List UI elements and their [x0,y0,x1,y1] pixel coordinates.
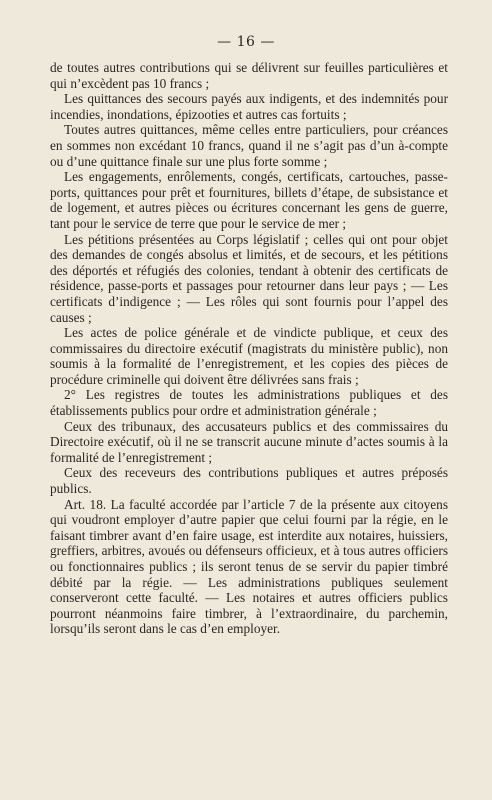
paragraph-receveurs: Ceux des receveurs des contributions publiques et autres préposés publics. [50,465,448,497]
paragraph-article-18: Art. 18. La faculté accordée par l’article 7 de la présente aux citoyens qui voudront employer d’autre papier que celui fourni par la régie, en le faisant timbrer avant d’en faire usage, est interdite aux notaires, huissiers, greffiers, arbitres, avoués ou défenseurs officieux, et à tous autres officiers ou fonctionnaires publics ; ils seront tenus de se servir du papier timbré débité par la régie. — Les administrations publiques seulement conserveront cette faculté. — Les notaires et autres officiers publics pourront néanmoins faire timbrer, à l’extraordinaire, du parchemin, lorsqu’ils seront dans le cas d’en employer. [50,496,448,637]
body-text [50,60,448,637]
paragraph-petitions: Les pétitions présentées au Corps législatif ; celles qui ont pour objet des demandes de congés absolus et limités, et de secours, et les pétitions des déportés et réfugiés des colonies, tendant à obtenir des certificats de résidence, passe-ports et passages pour retourner dans leur pays ; — Les certificats d’indigence ; — Les rôles qui sont fournis pour l’appel des causes ; [50,231,448,325]
paragraph-quittances-particuliers: Toutes autres quittances, même celles entre particuliers, pour créances en sommes non excédant 10 francs, quand il ne s’agit pas d’un à-compte ou d’une quittance finale sur une plus forte somme ; [50,122,448,169]
paragraph-tribunaux: Ceux des tribunaux, des accusateurs publics et des commissaires du Directoire exécutif, où il ne se transcrit aucune minute d’actes soumis à la formalité de l’enregistrement ; [50,418,448,465]
paragraph-registres: 2° Les registres de toutes les administrations publiques et des établissements publics pour ordre et administration générale ; [50,387,448,419]
page-number: — 16 — [217,34,275,50]
paragraph-actes-de-police: Les actes de police générale et de vindicte publique, et ceux des commissaires du directoire exécutif (magistrats du ministère public), non soumis à la formalité de l’enregistrement, et les copies des pièces de procédure criminelle qui doivent être délivrées sans frais ; [50,325,448,387]
paragraph-secours-quittances: Les quittances des secours payés aux indigents, et des indemnités pour incendies, inondations, épizooties et autres cas fortuits ; [50,91,448,122]
paragraph-continuation: de toutes autres contributions qui se délivrent sur feuilles particulières et qui n’excèdent pas 10 francs ; [50,60,448,91]
paragraph-gens-de-guerre: Les engagements, enrôlements, congés, certificats, cartouches, passe-ports, quittances pour prêt et fournitures, billets d’étape, de subsistance et de logement, et autres pièces ou écritures concernant les gens de guerre, tant pour le service de terre que pour le service de mer ; [50,169,448,231]
